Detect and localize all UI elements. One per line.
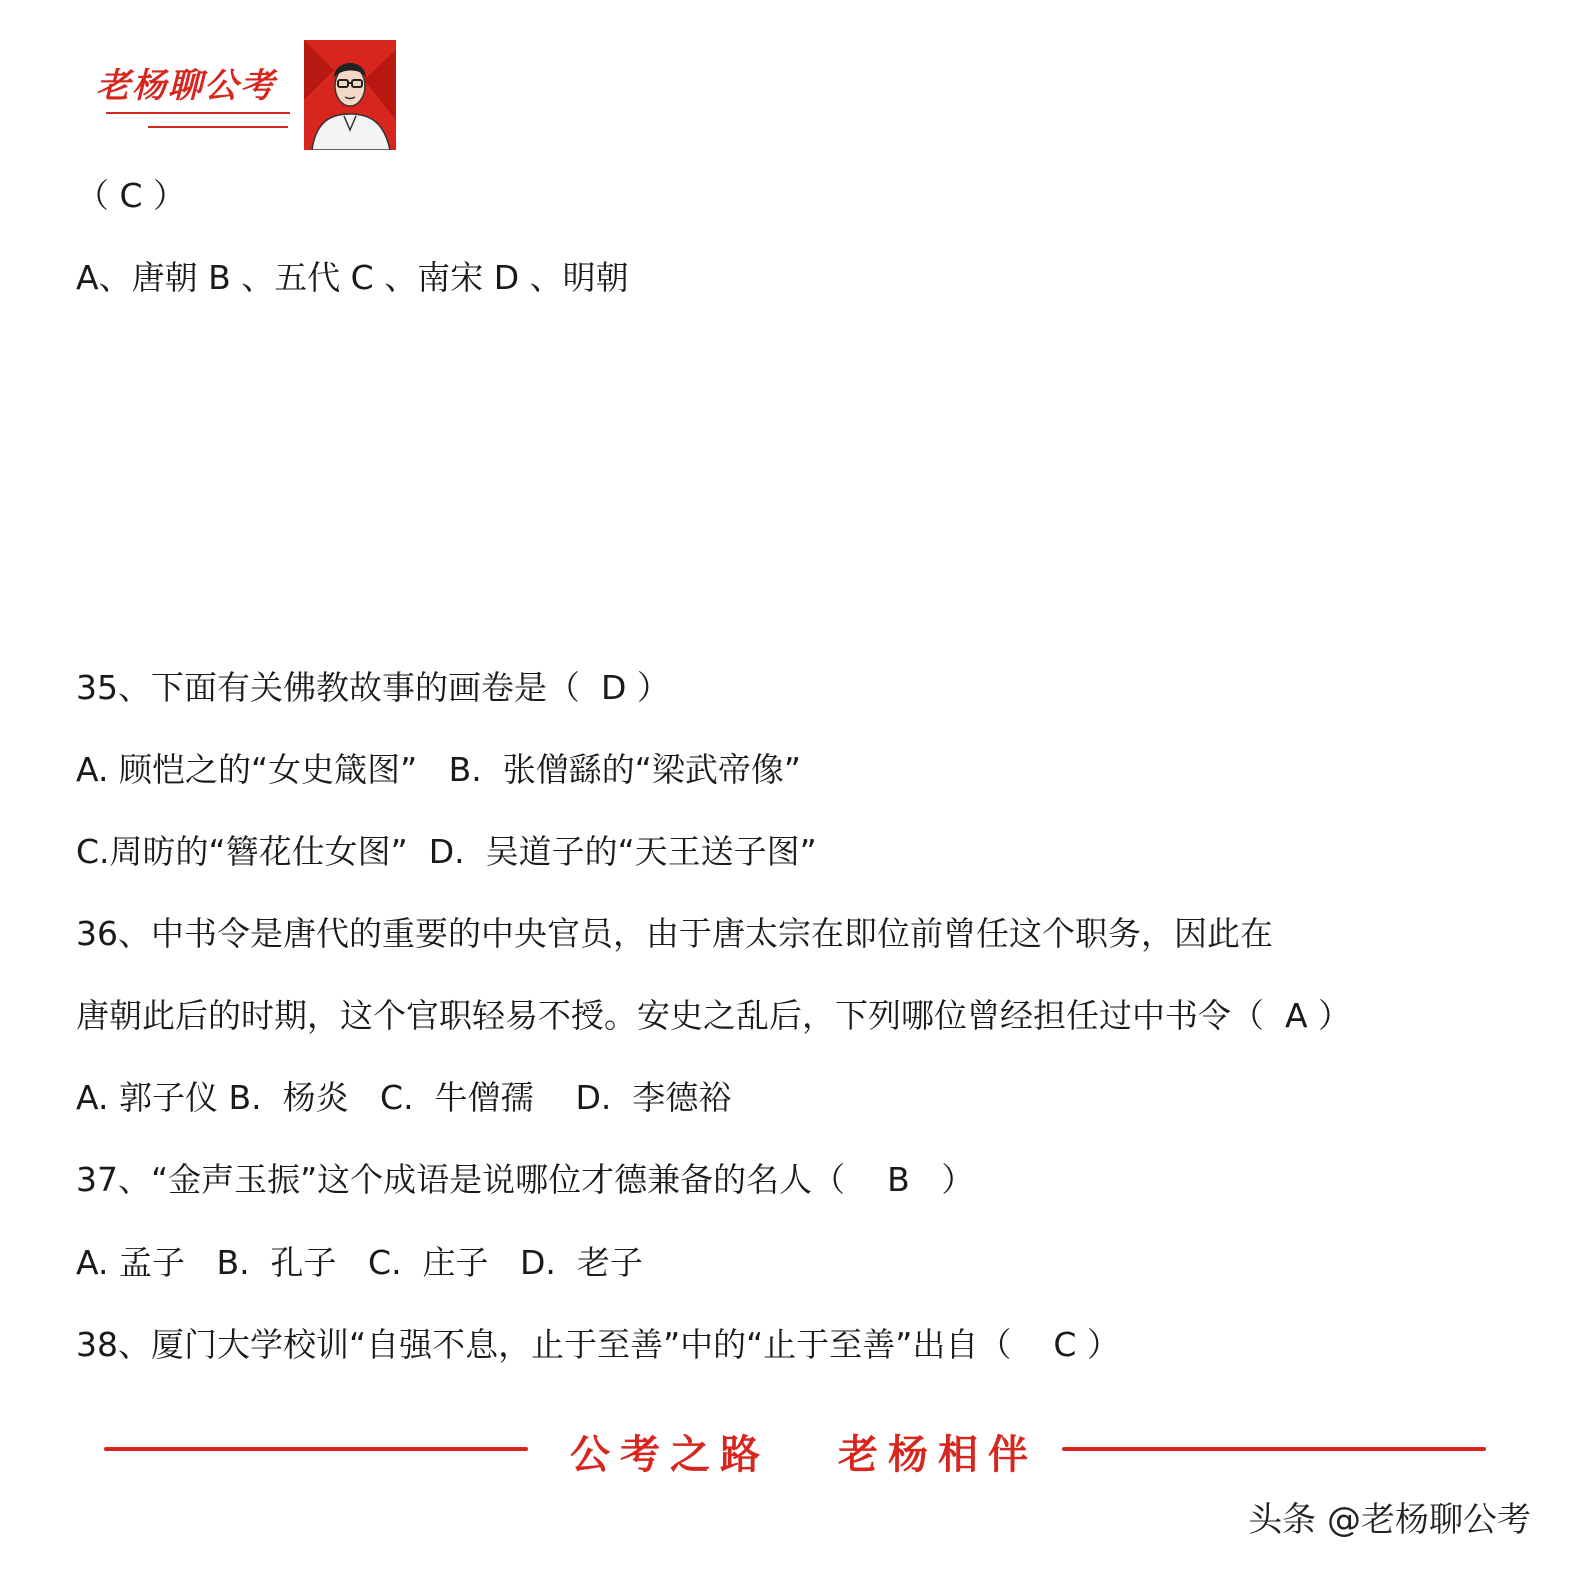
source-watermark: 头条 @老杨聊公考 bbox=[1248, 1500, 1531, 1540]
q36-options: A. 郭子仪 B. 杨炎 C. 牛僧孺 D. 李德裕 bbox=[76, 1078, 732, 1117]
q36-question-2: 唐朝此后的时期，这个官职轻易不授。安史之乱后，下列哪位曾经担任过中书令（ A ） bbox=[76, 996, 1352, 1035]
logo-underline-top bbox=[106, 112, 290, 114]
footer-divider-left bbox=[104, 1447, 528, 1451]
logo-underline-bottom bbox=[148, 126, 288, 128]
teacher-portrait-icon bbox=[304, 40, 396, 150]
q35-options-2: C.周昉的“簪花仕女图” D. 吴道子的“天王送子图” bbox=[76, 832, 817, 871]
footer-slogan-left: 公考之路 bbox=[570, 1431, 770, 1478]
q37-options: A. 孟子 B. 孔子 C. 庄子 D. 老子 bbox=[76, 1243, 643, 1282]
q35-question: 35、下面有关佛教故事的画卷是（ D ） bbox=[76, 668, 670, 707]
q38-question: 38、厦门大学校训“自强不息，止于至善”中的“止于至善”出自（ C ） bbox=[76, 1325, 1120, 1364]
footer-divider-right bbox=[1062, 1447, 1486, 1451]
q37-question: 37、“金声玉振”这个成语是说哪位才德兼备的名人（ B ） bbox=[76, 1160, 975, 1199]
brand-name: 老杨聊公考 bbox=[96, 66, 276, 106]
footer-slogan-right: 老杨相伴 bbox=[838, 1431, 1038, 1478]
q34-answer: （ C ） bbox=[76, 176, 187, 215]
q36-question-1: 36、中书令是唐代的重要的中央官员，由于唐太宗在即位前曾任这个职务，因此在 bbox=[76, 914, 1273, 953]
q34-options: A、唐朝 B 、五代 C 、南宋 D 、明朝 bbox=[76, 258, 629, 297]
q35-options-1: A. 顾恺之的“女史箴图” B. 张僧繇的“梁武帝像” bbox=[76, 750, 801, 789]
